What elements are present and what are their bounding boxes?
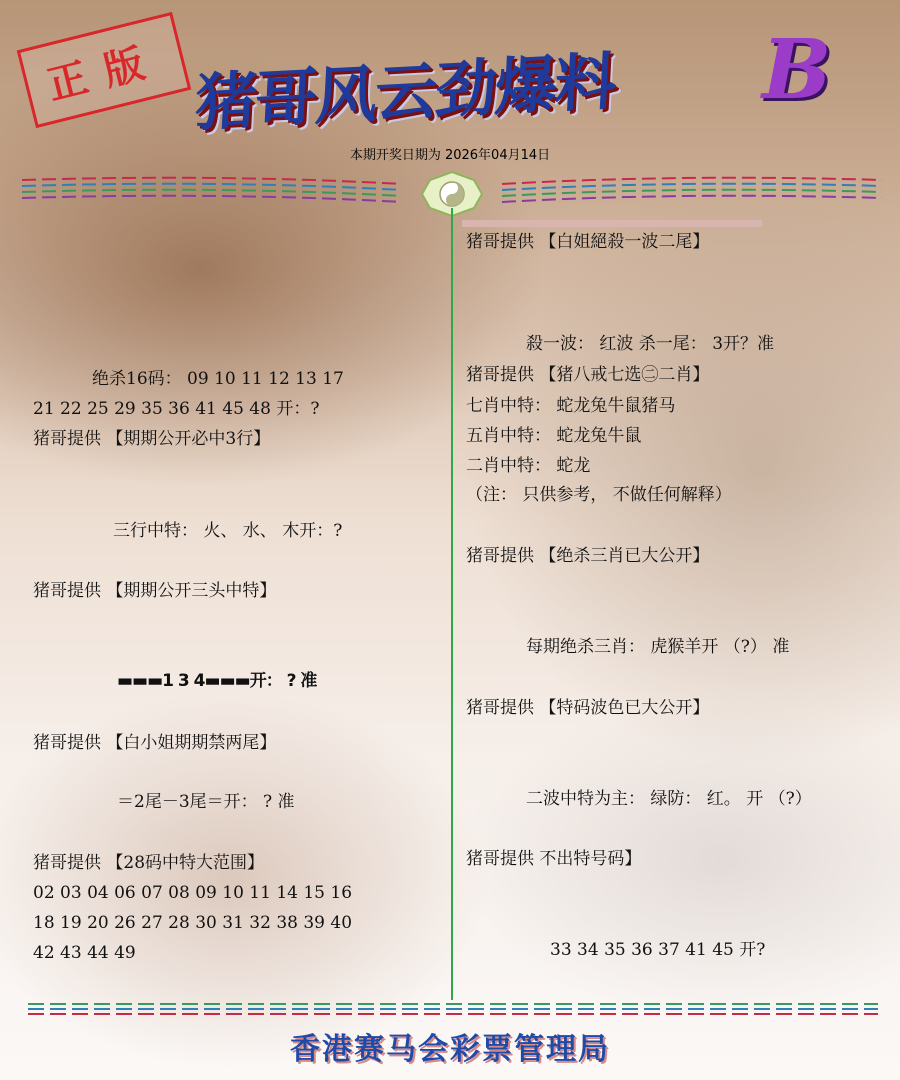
bottom-divider bbox=[28, 1000, 878, 1020]
five-zodiac-line: 五肖中特： 蛇龙兔牛鼠 bbox=[466, 426, 642, 446]
two-tails-line: ＝2尾－3尾＝开： ? 准 bbox=[117, 792, 295, 812]
three-rows-line: 三行中特： 火、 水、 木开：? bbox=[113, 521, 343, 541]
codes-row-3: 42 43 44 49 bbox=[33, 943, 136, 963]
kill-three-line: 每期绝杀三肖： 虎猴羊开 （?） 准 bbox=[526, 637, 790, 657]
section-header-three-heads: 猪哥提供 【期期公开三头中特】 bbox=[33, 581, 277, 601]
edition-letter: B bbox=[762, 22, 832, 118]
wave-color-line: 二波中特为主： 绿防： 红。 开 （?） bbox=[526, 789, 812, 809]
section-header-no-special: 猪哥提供 不出特号码】 bbox=[466, 849, 642, 869]
footer-organization: 香港赛马会彩票管理局 bbox=[290, 1032, 610, 1067]
header-highlight-bar bbox=[462, 220, 762, 227]
authentic-stamp: 正版 bbox=[17, 12, 192, 128]
section-header-seven-zodiac: 猪哥提供 【猪八戒七选㊁二肖】 bbox=[466, 365, 710, 385]
kill16-numbers: 21 22 25 29 35 36 41 45 48 开：? bbox=[33, 399, 320, 419]
kill16-title: 绝杀16码： 09 10 11 12 13 17 bbox=[92, 369, 344, 389]
codes-row-1: 02 03 04 06 07 08 09 10 11 14 15 16 bbox=[33, 883, 353, 903]
draw-date: 本期开奖日期为 2026年04月14日 bbox=[349, 148, 551, 163]
seven-zodiac-line: 七肖中特： 蛇龙兔牛鼠猪马 bbox=[466, 396, 676, 416]
section-header-two-tails: 猪哥提供 【白小姐期期禁两尾】 bbox=[33, 733, 277, 753]
section-header-kill-wave: 猪哥提供 【白姐絕殺一波二尾】 bbox=[466, 232, 710, 252]
no-special-numbers: 33 34 35 36 37 41 45 开? bbox=[550, 940, 766, 960]
page-title: 猪哥风云劲爆料 bbox=[193, 44, 617, 140]
kill-wave-line: 殺一波： 红波 杀一尾： 3开？准 bbox=[526, 334, 775, 354]
section-header-kill-three: 猪哥提供 【绝杀三肖已大公开】 bbox=[466, 546, 710, 566]
three-heads-line: ▬▬▬1 3 4▬▬▬开： ? 准 bbox=[117, 671, 317, 691]
two-zodiac-line: 二肖中特： 蛇龙 bbox=[466, 456, 591, 476]
codes-row-2: 18 19 20 26 27 28 30 31 32 38 39 40 bbox=[33, 913, 353, 933]
column-divider bbox=[451, 208, 453, 1000]
section-header-three-rows: 猪哥提供 【期期公开必中3行】 bbox=[33, 429, 271, 449]
section-header-28-codes: 猪哥提供 【28码中特大范围】 bbox=[33, 853, 265, 873]
section-header-wave-color: 猪哥提供 【特码波色已大公开】 bbox=[466, 698, 710, 718]
disclaimer-note: （注： 只供参考， 不做任何解释） bbox=[466, 485, 732, 505]
